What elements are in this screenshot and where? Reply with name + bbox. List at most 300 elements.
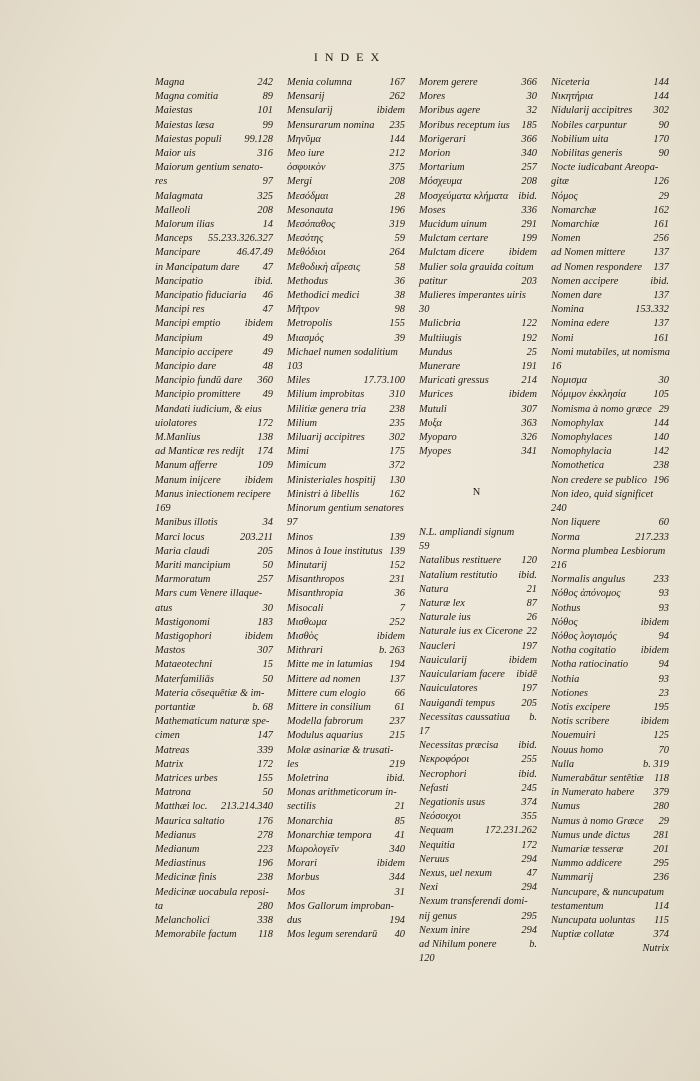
index-page-ref: 93 bbox=[658, 588, 669, 600]
index-term: Nequitia bbox=[419, 839, 455, 851]
index-entry bbox=[287, 403, 405, 417]
index-term: Nexi bbox=[419, 882, 439, 894]
index-entry bbox=[155, 616, 273, 630]
index-page-ref bbox=[534, 261, 537, 275]
index-page-ref: ibid. bbox=[518, 569, 537, 581]
index-page-ref: 213.214.340 bbox=[221, 801, 273, 813]
index-page-ref: 130 bbox=[389, 474, 405, 486]
index-entry bbox=[419, 431, 537, 445]
index-page-ref: 122 bbox=[521, 318, 537, 330]
index-term: 103 bbox=[287, 361, 303, 373]
index-term: Milium improbitas bbox=[287, 389, 365, 401]
index-term: Metropolis bbox=[287, 318, 333, 330]
index-term: Numerabātur sentētiæ bbox=[551, 772, 644, 784]
index-page-ref: 152 bbox=[389, 559, 405, 571]
index-entry bbox=[287, 502, 405, 516]
index-term: Mimi bbox=[287, 446, 309, 458]
index-page-ref bbox=[270, 587, 273, 601]
index-page-ref: 93 bbox=[658, 602, 669, 614]
index-term: patitur bbox=[419, 275, 448, 287]
index-page-ref bbox=[666, 545, 669, 559]
index-entry bbox=[155, 900, 273, 914]
index-entry bbox=[419, 403, 537, 417]
index-term: N bbox=[472, 486, 481, 498]
index-entry bbox=[155, 630, 273, 644]
index-term: Mathematicum naturæ spe- bbox=[155, 716, 270, 728]
index-entry bbox=[419, 810, 537, 824]
index-entry bbox=[551, 175, 669, 189]
index-page-ref: 374 bbox=[521, 796, 537, 808]
index-page-ref: 118 bbox=[258, 929, 273, 941]
index-entry bbox=[419, 682, 537, 696]
index-entry bbox=[551, 204, 669, 218]
index-entry bbox=[287, 729, 405, 743]
index-term: Manceps bbox=[155, 233, 193, 245]
index-page-ref: 215 bbox=[389, 730, 405, 742]
index-term: Nuncupare, & nuncupatum bbox=[551, 886, 665, 898]
index-entry bbox=[551, 573, 669, 587]
index-entry bbox=[551, 630, 669, 644]
index-column-3 bbox=[419, 76, 537, 966]
index-term: Nomi bbox=[551, 332, 574, 344]
index-page-ref: 138 bbox=[257, 432, 273, 444]
index-term: Νόμος bbox=[551, 190, 578, 202]
index-entry bbox=[419, 232, 537, 246]
index-term: Nomophylaces bbox=[551, 432, 613, 444]
index-entry bbox=[287, 786, 405, 800]
index-entry bbox=[155, 303, 273, 317]
index-term: Methodici medici bbox=[287, 290, 360, 302]
index-page-ref: 144 bbox=[653, 91, 669, 103]
index-term: Mulier sola grauida coitum bbox=[419, 261, 534, 273]
index-term: Nulla bbox=[551, 758, 575, 770]
index-page-ref: 38 bbox=[394, 290, 405, 302]
index-term: Moses bbox=[419, 204, 446, 216]
index-page-ref: 336 bbox=[521, 204, 537, 216]
index-page-ref bbox=[666, 161, 669, 175]
index-term: in Mancipatum dare bbox=[155, 261, 240, 273]
index-term: Naturale ius ex Cicerone bbox=[419, 626, 523, 638]
index-entry bbox=[155, 502, 273, 516]
index-term: Minos bbox=[287, 531, 313, 543]
index-term: Neruus bbox=[419, 853, 450, 865]
index-term: cimen bbox=[155, 730, 180, 742]
index-page-ref: b. 68 bbox=[252, 701, 273, 713]
index-term: Mancipi emptio bbox=[155, 318, 221, 330]
index-term: Nomen accipere bbox=[551, 275, 619, 287]
index-page-ref: 256 bbox=[653, 233, 669, 245]
index-term: Mastigonomi bbox=[155, 616, 210, 628]
index-entry bbox=[551, 815, 669, 829]
index-entry bbox=[155, 261, 273, 275]
index-page-ref: 98 bbox=[394, 304, 405, 316]
index-entry bbox=[155, 815, 273, 829]
index-page-ref: 174 bbox=[257, 446, 273, 458]
index-page-ref: 219 bbox=[389, 758, 405, 770]
index-page-ref: 325 bbox=[257, 190, 273, 202]
index-page-ref: 280 bbox=[653, 801, 669, 813]
index-term: Non credere se publico bbox=[551, 474, 647, 486]
index-term: Notiones bbox=[551, 687, 588, 699]
index-entry bbox=[287, 928, 405, 942]
index-entry bbox=[287, 772, 405, 786]
index-term: Marci locus bbox=[155, 531, 205, 543]
index-entry bbox=[551, 317, 669, 331]
index-page-ref: 183 bbox=[257, 616, 273, 628]
index-term: Mulicbria bbox=[419, 318, 461, 330]
index-entry bbox=[287, 573, 405, 587]
index-page-ref: 31 bbox=[394, 886, 405, 898]
index-term: Minorum gentium senatores bbox=[287, 503, 404, 515]
index-page-ref: 105 bbox=[653, 389, 669, 401]
index-entry bbox=[419, 346, 537, 360]
index-term: Maurica saltatio bbox=[155, 815, 225, 827]
index-entry bbox=[419, 654, 537, 668]
index-entry bbox=[155, 871, 273, 885]
index-term: Μεθόδιοι bbox=[287, 247, 326, 259]
index-page-ref bbox=[271, 488, 274, 502]
index-term: Mithrari bbox=[287, 645, 323, 657]
index-entry bbox=[287, 587, 405, 601]
index-page-ref: 278 bbox=[257, 829, 273, 841]
index-page-ref: ibidem bbox=[244, 474, 273, 486]
index-page-ref: 21 bbox=[394, 801, 405, 813]
index-page-ref: 176 bbox=[257, 815, 273, 827]
index-entry bbox=[287, 658, 405, 672]
index-term: Manus iniectionem recipere bbox=[155, 488, 271, 500]
index-entry bbox=[155, 758, 273, 772]
index-term: Mulctam certare bbox=[419, 233, 489, 245]
index-entry bbox=[155, 658, 273, 672]
index-term: Nexum transferendi domi- bbox=[419, 896, 528, 908]
index-term: Non liquere bbox=[551, 517, 600, 529]
index-page-ref: b. bbox=[529, 711, 537, 723]
index-term: Mittere ad nomen bbox=[287, 673, 361, 685]
index-page-ref: 310 bbox=[389, 389, 405, 401]
index-page-ref: 233 bbox=[653, 574, 669, 586]
index-page-ref: 137 bbox=[389, 673, 405, 685]
index-entry bbox=[287, 445, 405, 459]
index-page-ref: 66 bbox=[394, 687, 405, 699]
index-entry bbox=[287, 871, 405, 885]
index-entry bbox=[419, 332, 537, 346]
index-page-ref: ibidem bbox=[244, 318, 273, 330]
index-page-ref: 101 bbox=[257, 105, 273, 117]
index-term: Magna bbox=[155, 77, 185, 88]
index-page-ref: 144 bbox=[389, 133, 405, 145]
index-term: Numus à nomo Græce bbox=[551, 815, 644, 827]
index-page-ref: 341 bbox=[521, 446, 537, 458]
index-entry bbox=[155, 644, 273, 658]
index-column-2 bbox=[287, 76, 405, 942]
index-page-ref: 197 bbox=[521, 683, 537, 695]
index-entry bbox=[287, 545, 405, 559]
index-term: Nummo addicere bbox=[551, 858, 622, 870]
index-page-ref: 366 bbox=[521, 77, 537, 88]
index-term: Nummarij bbox=[551, 872, 594, 884]
index-page-ref: 142 bbox=[653, 446, 669, 458]
index-entry bbox=[155, 431, 273, 445]
index-term: Nomarchæ bbox=[551, 204, 597, 216]
index-entry bbox=[287, 900, 405, 914]
index-term: Normalis angulus bbox=[551, 574, 626, 586]
index-term: nij genus bbox=[419, 910, 457, 922]
index-entry bbox=[287, 175, 405, 189]
index-entry bbox=[155, 573, 273, 587]
index-page-ref: 307 bbox=[257, 645, 273, 657]
index-entry bbox=[419, 839, 537, 853]
index-term: 216 bbox=[551, 559, 567, 571]
index-page-ref: 118 bbox=[654, 772, 669, 784]
index-page-ref: 236 bbox=[653, 872, 669, 884]
index-page-ref bbox=[666, 488, 669, 502]
index-term: Morbus bbox=[287, 872, 320, 884]
index-entry bbox=[551, 673, 669, 687]
index-page-ref: 223 bbox=[257, 843, 273, 855]
index-term: Nothus bbox=[551, 602, 581, 614]
index-term: Marmoratum bbox=[155, 574, 211, 586]
index-entry bbox=[155, 133, 273, 147]
index-page-ref: 153.332 bbox=[635, 304, 669, 316]
index-entry bbox=[419, 317, 537, 331]
index-term: Notha cogitatio bbox=[551, 645, 616, 657]
index-page-ref: b. bbox=[529, 938, 537, 950]
index-entry bbox=[287, 289, 405, 303]
index-entry bbox=[287, 474, 405, 488]
index-entry bbox=[155, 559, 273, 573]
index-term: Mancipi res bbox=[155, 304, 205, 316]
index-page-ref: 137 bbox=[653, 261, 669, 273]
index-entry bbox=[551, 190, 669, 204]
index-entry bbox=[551, 942, 669, 956]
index-entry bbox=[419, 445, 537, 459]
index-term: Νόθος ἀπόνομος bbox=[551, 588, 621, 600]
index-page-ref: 26 bbox=[526, 612, 537, 624]
index-page-ref: 281 bbox=[653, 829, 669, 841]
index-entry bbox=[551, 687, 669, 701]
index-term: Myopes bbox=[419, 446, 452, 458]
index-entry bbox=[551, 289, 669, 303]
index-entry bbox=[551, 658, 669, 672]
index-entry bbox=[287, 488, 405, 502]
index-page-ref: 7 bbox=[399, 602, 405, 614]
index-term: Μοσχεύματα κλήματα bbox=[419, 190, 509, 202]
index-page-ref: 205 bbox=[257, 545, 273, 557]
index-entry bbox=[419, 512, 537, 526]
index-term: M.Manlius bbox=[155, 432, 201, 444]
index-entry bbox=[155, 545, 273, 559]
index-term: Maior uis bbox=[155, 148, 196, 160]
index-entry bbox=[551, 445, 669, 459]
index-term: Magna comitia bbox=[155, 91, 219, 103]
index-term: Milium bbox=[287, 417, 318, 429]
index-term: Moribus agere bbox=[419, 105, 481, 117]
index-term: Naucleri bbox=[419, 640, 456, 652]
index-term: Nouus homo bbox=[551, 744, 604, 756]
index-page-ref: 372 bbox=[389, 460, 405, 472]
index-term: in Numerato habere bbox=[551, 787, 635, 799]
index-term: Μισθωμα bbox=[287, 616, 327, 628]
index-term: Matrona bbox=[155, 787, 191, 799]
index-entry bbox=[551, 715, 669, 729]
index-page-ref: 201 bbox=[653, 843, 669, 855]
index-term: Μηνῦμα bbox=[287, 133, 321, 145]
index-page-ref: 295 bbox=[653, 858, 669, 870]
index-term: Medicinæ finis bbox=[155, 872, 217, 884]
index-page-ref: ibidem bbox=[640, 645, 669, 657]
index-entry bbox=[155, 403, 273, 417]
index-entry bbox=[551, 502, 669, 516]
index-page-ref: 363 bbox=[521, 417, 537, 429]
index-term: 17 bbox=[419, 725, 430, 737]
index-entry bbox=[419, 133, 537, 147]
index-page-ref bbox=[402, 516, 405, 530]
index-page-ref: 49 bbox=[262, 346, 273, 358]
index-page-ref bbox=[270, 403, 273, 417]
index-entry bbox=[551, 218, 669, 232]
index-entry bbox=[287, 886, 405, 900]
index-page-ref: ibidem bbox=[376, 858, 405, 870]
index-page-ref: 30 bbox=[658, 375, 669, 387]
index-page-ref: 93 bbox=[658, 673, 669, 685]
index-term: Manum inijcere bbox=[155, 474, 221, 486]
index-entry bbox=[287, 531, 405, 545]
index-entry bbox=[551, 332, 669, 346]
index-entry bbox=[155, 275, 273, 289]
index-entry bbox=[155, 104, 273, 118]
index-term: Nauiculatores bbox=[419, 683, 478, 695]
index-entry bbox=[419, 275, 537, 289]
index-entry bbox=[551, 431, 669, 445]
index-page-ref: 199 bbox=[521, 233, 537, 245]
index-page-ref: 99.128 bbox=[244, 133, 273, 145]
index-term: Natalium restitutio bbox=[419, 569, 498, 581]
index-page-ref: 379 bbox=[653, 787, 669, 799]
index-entry bbox=[155, 857, 273, 871]
index-entry bbox=[155, 914, 273, 928]
index-term: Nobiles carpuntur bbox=[551, 119, 627, 131]
index-page-ref: ibidem bbox=[508, 654, 537, 666]
index-entry bbox=[419, 753, 537, 767]
index-page-ref: 375 bbox=[389, 162, 405, 174]
index-term: dus bbox=[287, 914, 302, 926]
index-entry bbox=[155, 175, 273, 189]
index-page-ref: 242 bbox=[257, 77, 273, 88]
index-entry bbox=[155, 289, 273, 303]
index-page-ref: 94 bbox=[658, 630, 669, 642]
index-term: Monarchia bbox=[287, 815, 333, 827]
index-term: Murices bbox=[419, 389, 454, 401]
index-entry bbox=[419, 90, 537, 104]
index-term: Νεκροφόροι bbox=[419, 754, 470, 766]
index-page-ref: 58 bbox=[394, 261, 405, 273]
index-term: Nobilium uita bbox=[551, 133, 609, 145]
index-term: Nothia bbox=[551, 673, 580, 685]
index-entry bbox=[419, 218, 537, 232]
index-page-ref: 139 bbox=[389, 531, 405, 543]
index-page-ref: 30 bbox=[262, 602, 273, 614]
index-page-ref: 120 bbox=[521, 555, 537, 567]
index-page-ref: 46.47.49 bbox=[236, 247, 273, 259]
index-term: Nexus, uel nexum bbox=[419, 867, 492, 879]
index-entry bbox=[155, 445, 273, 459]
index-entry bbox=[419, 768, 537, 782]
index-entry bbox=[551, 531, 669, 545]
index-term: Mores bbox=[419, 91, 446, 103]
index-entry bbox=[551, 744, 669, 758]
index-page-ref: 235 bbox=[389, 417, 405, 429]
index-entry bbox=[155, 701, 273, 715]
index-term: Medicinæ uocabula reposi- bbox=[155, 886, 269, 898]
index-entry bbox=[287, 133, 405, 147]
index-entry bbox=[551, 104, 669, 118]
index-page-ref: 208 bbox=[389, 176, 405, 188]
index-entry bbox=[551, 119, 669, 133]
index-term: Matrix bbox=[155, 758, 184, 770]
index-entry bbox=[287, 90, 405, 104]
index-entry bbox=[287, 431, 405, 445]
index-term: Necrophori bbox=[419, 768, 467, 780]
index-term: Norma bbox=[551, 531, 580, 543]
index-term: Menia columna bbox=[287, 77, 352, 88]
index-page-ref: 235 bbox=[389, 119, 405, 131]
index-term: Muricati gressus bbox=[419, 375, 489, 387]
index-entry bbox=[155, 332, 273, 346]
index-term: Μῆτρον bbox=[287, 304, 320, 316]
index-entry bbox=[551, 417, 669, 431]
index-entry bbox=[287, 829, 405, 843]
index-entry bbox=[287, 104, 405, 118]
index-entry bbox=[155, 587, 273, 601]
index-page-ref bbox=[666, 886, 669, 900]
index-entry bbox=[155, 843, 273, 857]
index-term: Mutuli bbox=[419, 403, 447, 415]
index-page-ref: ibidem bbox=[508, 389, 537, 401]
index-entry bbox=[419, 147, 537, 161]
index-term: res bbox=[155, 176, 168, 188]
index-term: Μεθοδικὴ αἵρεσις bbox=[287, 261, 361, 273]
index-entry bbox=[419, 459, 537, 473]
index-term: Mancipio fundū dare bbox=[155, 375, 243, 387]
index-entry bbox=[287, 332, 405, 346]
index-term: Mensularij bbox=[287, 105, 333, 117]
index-page-ref: 170 bbox=[653, 133, 669, 145]
index-term: 59 bbox=[419, 541, 430, 553]
index-entry bbox=[287, 374, 405, 388]
index-entry bbox=[551, 275, 669, 289]
index-term: Ministeriales hospitij bbox=[287, 474, 376, 486]
index-term: Maiorum gentium senato- bbox=[155, 162, 263, 174]
index-term: Monarchiæ tempora bbox=[287, 829, 372, 841]
index-term: Nomophylacia bbox=[551, 446, 612, 458]
index-page-ref: 203.211 bbox=[240, 531, 273, 543]
index-entry bbox=[419, 924, 537, 938]
index-column-1 bbox=[155, 76, 273, 942]
index-page-ref: 109 bbox=[257, 460, 273, 472]
index-page-ref: Nutrix bbox=[642, 943, 669, 955]
index-entry bbox=[551, 374, 669, 388]
index-column-4 bbox=[551, 76, 669, 957]
index-entry bbox=[419, 668, 537, 682]
index-term: Nefasti bbox=[419, 782, 449, 794]
index-term: Malagmata bbox=[155, 190, 203, 202]
index-entry bbox=[419, 204, 537, 218]
index-term: Myoparo bbox=[419, 432, 457, 444]
index-page-ref: 50 bbox=[262, 559, 273, 571]
index-entry bbox=[155, 317, 273, 331]
index-term: ad Nomen mittere bbox=[551, 247, 626, 259]
index-entry bbox=[551, 772, 669, 786]
